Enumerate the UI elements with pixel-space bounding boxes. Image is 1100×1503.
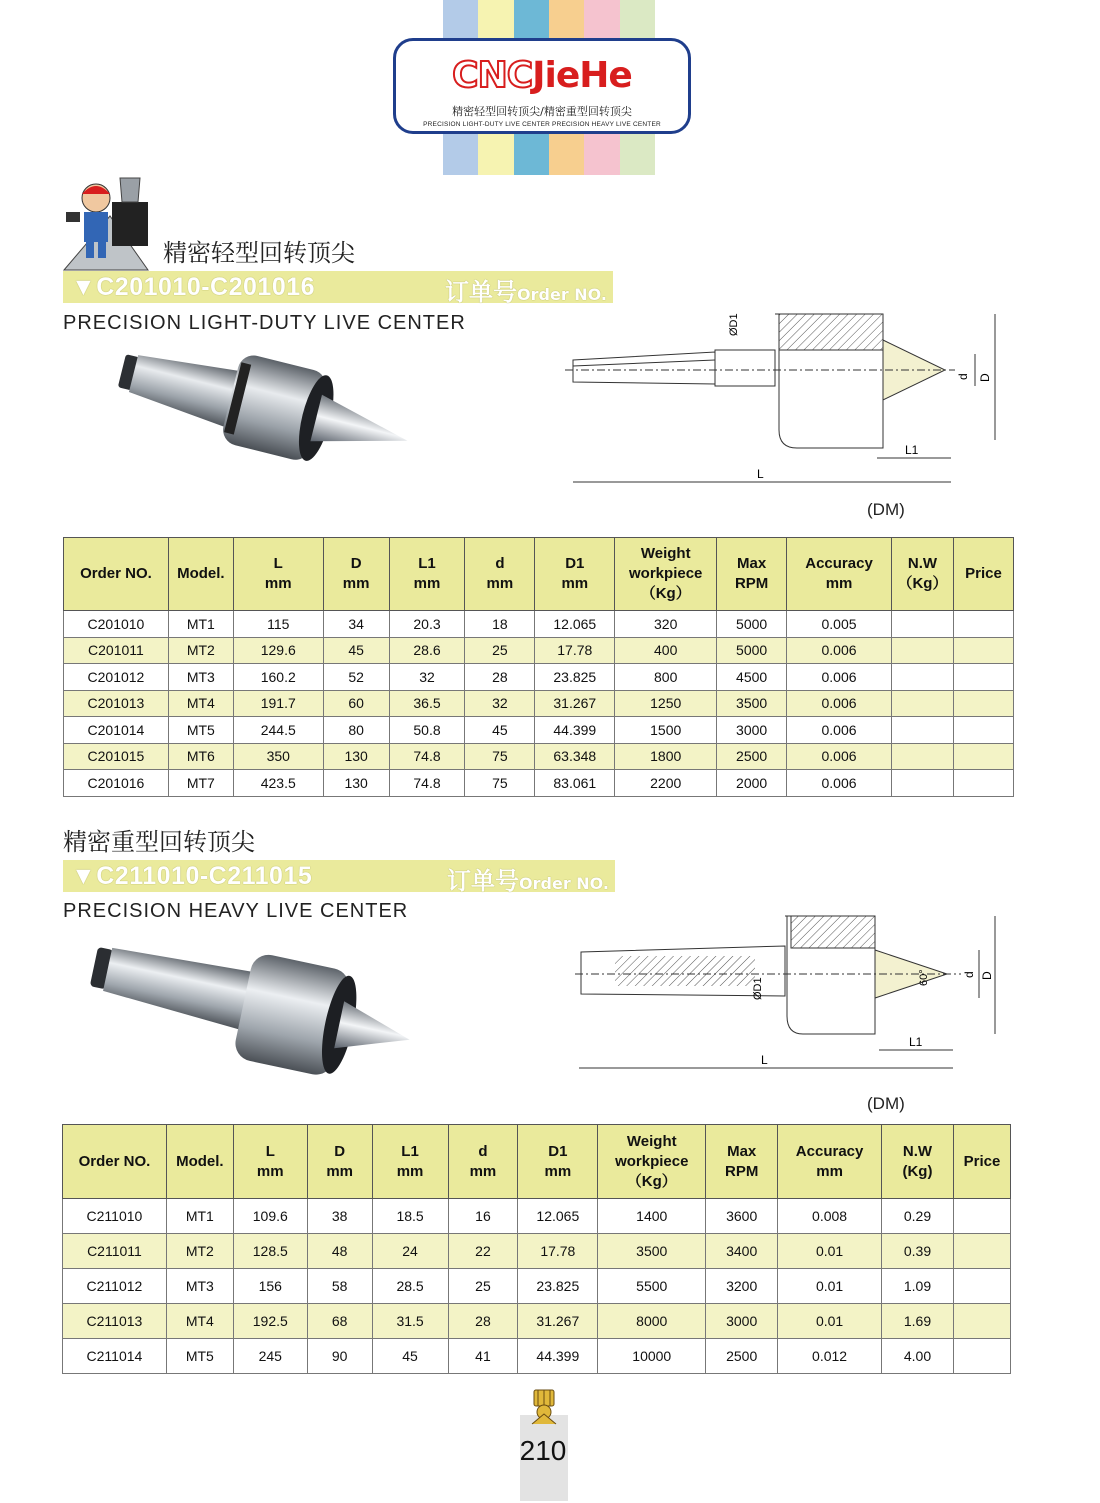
table-cell: 24 bbox=[372, 1234, 448, 1269]
dim-L-label: L bbox=[757, 467, 764, 481]
table-cell: 245 bbox=[233, 1339, 307, 1374]
table-header-row bbox=[63, 1125, 1011, 1199]
table-cell bbox=[891, 717, 953, 744]
section1-title-cn: 精密轻型回转顶尖 bbox=[163, 239, 355, 267]
table-cell: 2200 bbox=[615, 770, 717, 797]
table-cell: 75 bbox=[465, 770, 535, 797]
table-cell: 1.69 bbox=[882, 1304, 954, 1339]
column-header: L1 mm bbox=[372, 1125, 448, 1199]
table-cell: 41 bbox=[448, 1339, 518, 1374]
table-cell: 109.6 bbox=[233, 1199, 307, 1234]
table-cell: 68 bbox=[307, 1304, 372, 1339]
table-cell: 31.267 bbox=[535, 690, 615, 717]
table-cell: 80 bbox=[323, 717, 389, 744]
table-cell: 0.29 bbox=[882, 1199, 954, 1234]
table-row bbox=[63, 1199, 1011, 1234]
heavy-spec-table bbox=[62, 1124, 1011, 1374]
table-cell: 75 bbox=[465, 743, 535, 770]
table-cell: 28 bbox=[465, 664, 535, 691]
table-row bbox=[64, 717, 1014, 744]
table-cell: 2500 bbox=[717, 743, 787, 770]
table-cell: C201015 bbox=[64, 743, 169, 770]
triangle-marker-icon: ▼ bbox=[71, 273, 97, 301]
column-header: N.W (Kg) bbox=[882, 1125, 954, 1199]
table-cell: 28.5 bbox=[372, 1269, 448, 1304]
section1-code-text: C201010-C201016 bbox=[96, 273, 316, 301]
column-header: d mm bbox=[465, 538, 535, 611]
table-cell: MT1 bbox=[166, 1199, 233, 1234]
table-cell: 74.8 bbox=[389, 770, 465, 797]
column-header: L mm bbox=[233, 1125, 307, 1199]
table-cell bbox=[953, 1199, 1010, 1234]
table-cell: 60 bbox=[323, 690, 389, 717]
column-header: Model. bbox=[166, 1125, 233, 1199]
table-cell: 58 bbox=[307, 1269, 372, 1304]
table-cell: 3500 bbox=[717, 690, 787, 717]
section1-order-band bbox=[63, 271, 613, 306]
table-cell bbox=[891, 637, 953, 664]
table-cell: MT3 bbox=[168, 664, 233, 691]
table-cell bbox=[953, 1234, 1010, 1269]
table-cell: C211014 bbox=[63, 1339, 167, 1374]
table-cell: 52 bbox=[323, 664, 389, 691]
table-cell: C201013 bbox=[64, 690, 169, 717]
table-cell bbox=[953, 717, 1013, 744]
section2-title-en: PRECISION HEAVY LIVE CENTER bbox=[63, 900, 409, 922]
table-cell: 63.348 bbox=[535, 743, 615, 770]
table-cell: 1250 bbox=[615, 690, 717, 717]
table-cell: 8000 bbox=[598, 1304, 706, 1339]
table-cell: 3500 bbox=[598, 1234, 706, 1269]
column-header: Accuracy mm bbox=[787, 538, 892, 611]
light-duty-spec-table bbox=[63, 537, 1014, 797]
table-cell: 23.825 bbox=[535, 664, 615, 691]
table-cell: MT7 bbox=[168, 770, 233, 797]
table-row bbox=[63, 1339, 1011, 1374]
table-cell: 3600 bbox=[706, 1199, 778, 1234]
table-cell: 0.012 bbox=[778, 1339, 882, 1374]
column-header: Max RPM bbox=[717, 538, 787, 611]
table-cell bbox=[953, 770, 1013, 797]
table-cell: 23.825 bbox=[518, 1269, 598, 1304]
column-header: N.W （Kg） bbox=[891, 538, 953, 611]
order-label-en: Order NO. bbox=[519, 874, 609, 893]
table-cell: C201010 bbox=[64, 611, 169, 638]
table-cell: 34 bbox=[323, 611, 389, 638]
table-cell: 1500 bbox=[615, 717, 717, 744]
table-cell: MT5 bbox=[166, 1339, 233, 1374]
brand-name-jiehe: JieHe bbox=[532, 55, 632, 96]
dim-angle-label: 60° bbox=[918, 969, 930, 986]
table-cell bbox=[953, 664, 1013, 691]
table-cell: 0.006 bbox=[787, 664, 892, 691]
table-cell: 130 bbox=[323, 743, 389, 770]
table-cell: 12.065 bbox=[518, 1199, 598, 1234]
table-cell: C201014 bbox=[64, 717, 169, 744]
column-header: D mm bbox=[307, 1125, 372, 1199]
column-header: L mm bbox=[233, 538, 323, 611]
brand-logo bbox=[393, 38, 691, 134]
brand-name bbox=[396, 55, 688, 96]
table-cell: 3400 bbox=[706, 1234, 778, 1269]
column-header: Price bbox=[953, 538, 1013, 611]
table-cell: 0.01 bbox=[778, 1269, 882, 1304]
table-cell bbox=[953, 1269, 1010, 1304]
table-cell: 10000 bbox=[598, 1339, 706, 1374]
table-cell: 0.006 bbox=[787, 743, 892, 770]
table-cell: C201016 bbox=[64, 770, 169, 797]
table-cell: 0.006 bbox=[787, 690, 892, 717]
table-cell: 5500 bbox=[598, 1269, 706, 1304]
column-header: D1 mm bbox=[535, 538, 615, 611]
table-cell: 45 bbox=[372, 1339, 448, 1374]
table-cell: MT4 bbox=[166, 1304, 233, 1339]
table-cell: 1800 bbox=[615, 743, 717, 770]
section1-code-range bbox=[71, 273, 315, 302]
table-cell: 192.5 bbox=[233, 1304, 307, 1339]
table-cell: 130 bbox=[323, 770, 389, 797]
table-cell: MT6 bbox=[168, 743, 233, 770]
table-cell: 25 bbox=[448, 1269, 518, 1304]
table-cell: MT2 bbox=[166, 1234, 233, 1269]
brand-subtitle-en: PRECISION LIGHT-DUTY LIVE CENTER PRECISION HEAVY LIVE CENTER bbox=[423, 121, 661, 128]
dim-L1-label: L1 bbox=[909, 1035, 923, 1049]
table-row bbox=[63, 1269, 1011, 1304]
section1-title-en: PRECISION LIGHT-DUTY LIVE CENTER bbox=[63, 312, 466, 334]
table-cell bbox=[953, 690, 1013, 717]
column-header: L1 mm bbox=[389, 538, 465, 611]
table-cell: 48 bbox=[307, 1234, 372, 1269]
table-cell: MT3 bbox=[166, 1269, 233, 1304]
table-cell: 45 bbox=[323, 637, 389, 664]
table-cell: C211011 bbox=[63, 1234, 167, 1269]
table-cell: 50.8 bbox=[389, 717, 465, 744]
section2-dm-label: (DM) bbox=[867, 1094, 905, 1113]
table-cell: 12.065 bbox=[535, 611, 615, 638]
table-cell: 74.8 bbox=[389, 743, 465, 770]
table-cell: 32 bbox=[389, 664, 465, 691]
dim-L1-label: L1 bbox=[905, 443, 919, 457]
table-cell: 28.6 bbox=[389, 637, 465, 664]
triangle-marker-icon: ▼ bbox=[71, 862, 97, 890]
dim-d1-label: ØD1 bbox=[728, 313, 740, 336]
table-cell bbox=[891, 664, 953, 691]
table-cell: C201012 bbox=[64, 664, 169, 691]
table-header-row bbox=[64, 538, 1014, 611]
dim-d-label: d bbox=[956, 373, 970, 380]
table-cell: 400 bbox=[615, 637, 717, 664]
table-cell: 3000 bbox=[706, 1304, 778, 1339]
light-duty-live-center-photo bbox=[108, 340, 418, 510]
table-cell: 0.006 bbox=[787, 770, 892, 797]
table-cell: 20.3 bbox=[389, 611, 465, 638]
table-cell: C211010 bbox=[63, 1199, 167, 1234]
table-cell: 800 bbox=[615, 664, 717, 691]
table-cell: 16 bbox=[448, 1199, 518, 1234]
table-cell: 18 bbox=[465, 611, 535, 638]
table-cell: 44.399 bbox=[518, 1339, 598, 1374]
table-cell: 115 bbox=[233, 611, 323, 638]
section2-title-cn: 精密重型回转顶尖 bbox=[63, 828, 255, 856]
table-row bbox=[64, 664, 1014, 691]
table-cell: 17.78 bbox=[535, 637, 615, 664]
table-cell bbox=[953, 1304, 1010, 1339]
table-cell: 0.01 bbox=[778, 1234, 882, 1269]
table-row bbox=[64, 770, 1014, 797]
table-cell: 36.5 bbox=[389, 690, 465, 717]
table-cell: 0.006 bbox=[787, 637, 892, 664]
section2-order-label bbox=[447, 861, 609, 896]
column-header: Model. bbox=[168, 538, 233, 611]
mascot-illustration bbox=[60, 176, 152, 274]
table-cell: 129.6 bbox=[233, 637, 323, 664]
dim-d1-label: ØD1 bbox=[752, 977, 764, 1000]
table-cell: 25 bbox=[465, 637, 535, 664]
column-header: Max RPM bbox=[706, 1125, 778, 1199]
table-cell bbox=[891, 611, 953, 638]
table-cell: C211013 bbox=[63, 1304, 167, 1339]
table-row bbox=[63, 1304, 1011, 1339]
column-header: D mm bbox=[323, 538, 389, 611]
column-header: Order NO. bbox=[63, 1125, 167, 1199]
table-cell bbox=[953, 1339, 1010, 1374]
heavy-technical-drawing bbox=[575, 910, 1005, 1080]
heavy-live-center-photo bbox=[80, 940, 410, 1110]
table-cell: 18.5 bbox=[372, 1199, 448, 1234]
table-cell: 31.5 bbox=[372, 1304, 448, 1339]
page-number: 210 bbox=[519, 1435, 567, 1466]
column-header: D1 mm bbox=[518, 1125, 598, 1199]
section1-dm-label: (DM) bbox=[867, 500, 905, 519]
column-header: Order NO. bbox=[64, 538, 169, 611]
dim-L-label: L bbox=[761, 1053, 768, 1067]
column-header: d mm bbox=[448, 1125, 518, 1199]
dim-d-label: d bbox=[962, 971, 976, 978]
table-cell: 156 bbox=[233, 1269, 307, 1304]
table-cell: 244.5 bbox=[233, 717, 323, 744]
table-row bbox=[63, 1234, 1011, 1269]
table-cell: C201011 bbox=[64, 637, 169, 664]
table-cell: 2000 bbox=[717, 770, 787, 797]
order-label-en: Order NO. bbox=[517, 285, 607, 304]
section2-order-band bbox=[63, 860, 615, 895]
order-label-cn: 订单号 bbox=[447, 867, 520, 895]
brand-name-cnc: CNC bbox=[452, 55, 533, 96]
table-cell bbox=[891, 743, 953, 770]
table-cell: 32 bbox=[465, 690, 535, 717]
table-cell: 5000 bbox=[717, 611, 787, 638]
table-cell: 350 bbox=[233, 743, 323, 770]
table-cell: 5000 bbox=[717, 637, 787, 664]
table-row bbox=[64, 690, 1014, 717]
table-cell: 28 bbox=[448, 1304, 518, 1339]
table-row bbox=[64, 611, 1014, 638]
table-cell: 31.267 bbox=[518, 1304, 598, 1339]
light-duty-technical-drawing bbox=[565, 300, 1005, 500]
table-cell: 0.01 bbox=[778, 1304, 882, 1339]
order-label-cn: 订单号 bbox=[445, 278, 518, 306]
column-header: Accuracy mm bbox=[778, 1125, 882, 1199]
table-cell: 83.061 bbox=[535, 770, 615, 797]
table-cell: 4500 bbox=[717, 664, 787, 691]
column-header: Weight workpiece （Kg） bbox=[598, 1125, 706, 1199]
table-cell: 90 bbox=[307, 1339, 372, 1374]
table-row bbox=[64, 743, 1014, 770]
column-header: Weight workpiece （Kg） bbox=[615, 538, 717, 611]
table-cell: 38 bbox=[307, 1199, 372, 1234]
table-cell: 4.00 bbox=[882, 1339, 954, 1374]
brand-subtitle-cn: 精密轻型回转顶尖/精密重型回转顶尖 bbox=[452, 105, 632, 118]
table-cell: MT1 bbox=[168, 611, 233, 638]
table-row bbox=[64, 637, 1014, 664]
table-cell: 423.5 bbox=[233, 770, 323, 797]
table-cell bbox=[891, 690, 953, 717]
table-cell: 45 bbox=[465, 717, 535, 744]
table-cell: MT5 bbox=[168, 717, 233, 744]
dim-D-label: D bbox=[978, 373, 992, 382]
table-cell bbox=[953, 611, 1013, 638]
table-cell: 3200 bbox=[706, 1269, 778, 1304]
table-cell: 17.78 bbox=[518, 1234, 598, 1269]
table-cell: C211012 bbox=[63, 1269, 167, 1304]
table-cell: 0.39 bbox=[882, 1234, 954, 1269]
column-header: Price bbox=[953, 1125, 1010, 1199]
table-cell: 3000 bbox=[717, 717, 787, 744]
table-cell: 1.09 bbox=[882, 1269, 954, 1304]
table-cell: 2500 bbox=[706, 1339, 778, 1374]
table-cell: 22 bbox=[448, 1234, 518, 1269]
table-cell: 0.008 bbox=[778, 1199, 882, 1234]
table-cell: MT4 bbox=[168, 690, 233, 717]
section2-code-text: C211010-C211015 bbox=[96, 862, 313, 890]
table-cell: 0.005 bbox=[787, 611, 892, 638]
mascot-icon bbox=[528, 1388, 560, 1426]
table-cell bbox=[891, 770, 953, 797]
table-cell: 320 bbox=[615, 611, 717, 638]
table-cell: 128.5 bbox=[233, 1234, 307, 1269]
table-cell: 1400 bbox=[598, 1199, 706, 1234]
table-cell: 191.7 bbox=[233, 690, 323, 717]
table-cell bbox=[953, 743, 1013, 770]
table-cell: 44.399 bbox=[535, 717, 615, 744]
dim-D-label: D bbox=[980, 971, 994, 980]
table-cell: MT2 bbox=[168, 637, 233, 664]
table-cell: 0.006 bbox=[787, 717, 892, 744]
table-cell bbox=[953, 637, 1013, 664]
section2-code-range bbox=[71, 862, 312, 891]
table-cell: 160.2 bbox=[233, 664, 323, 691]
